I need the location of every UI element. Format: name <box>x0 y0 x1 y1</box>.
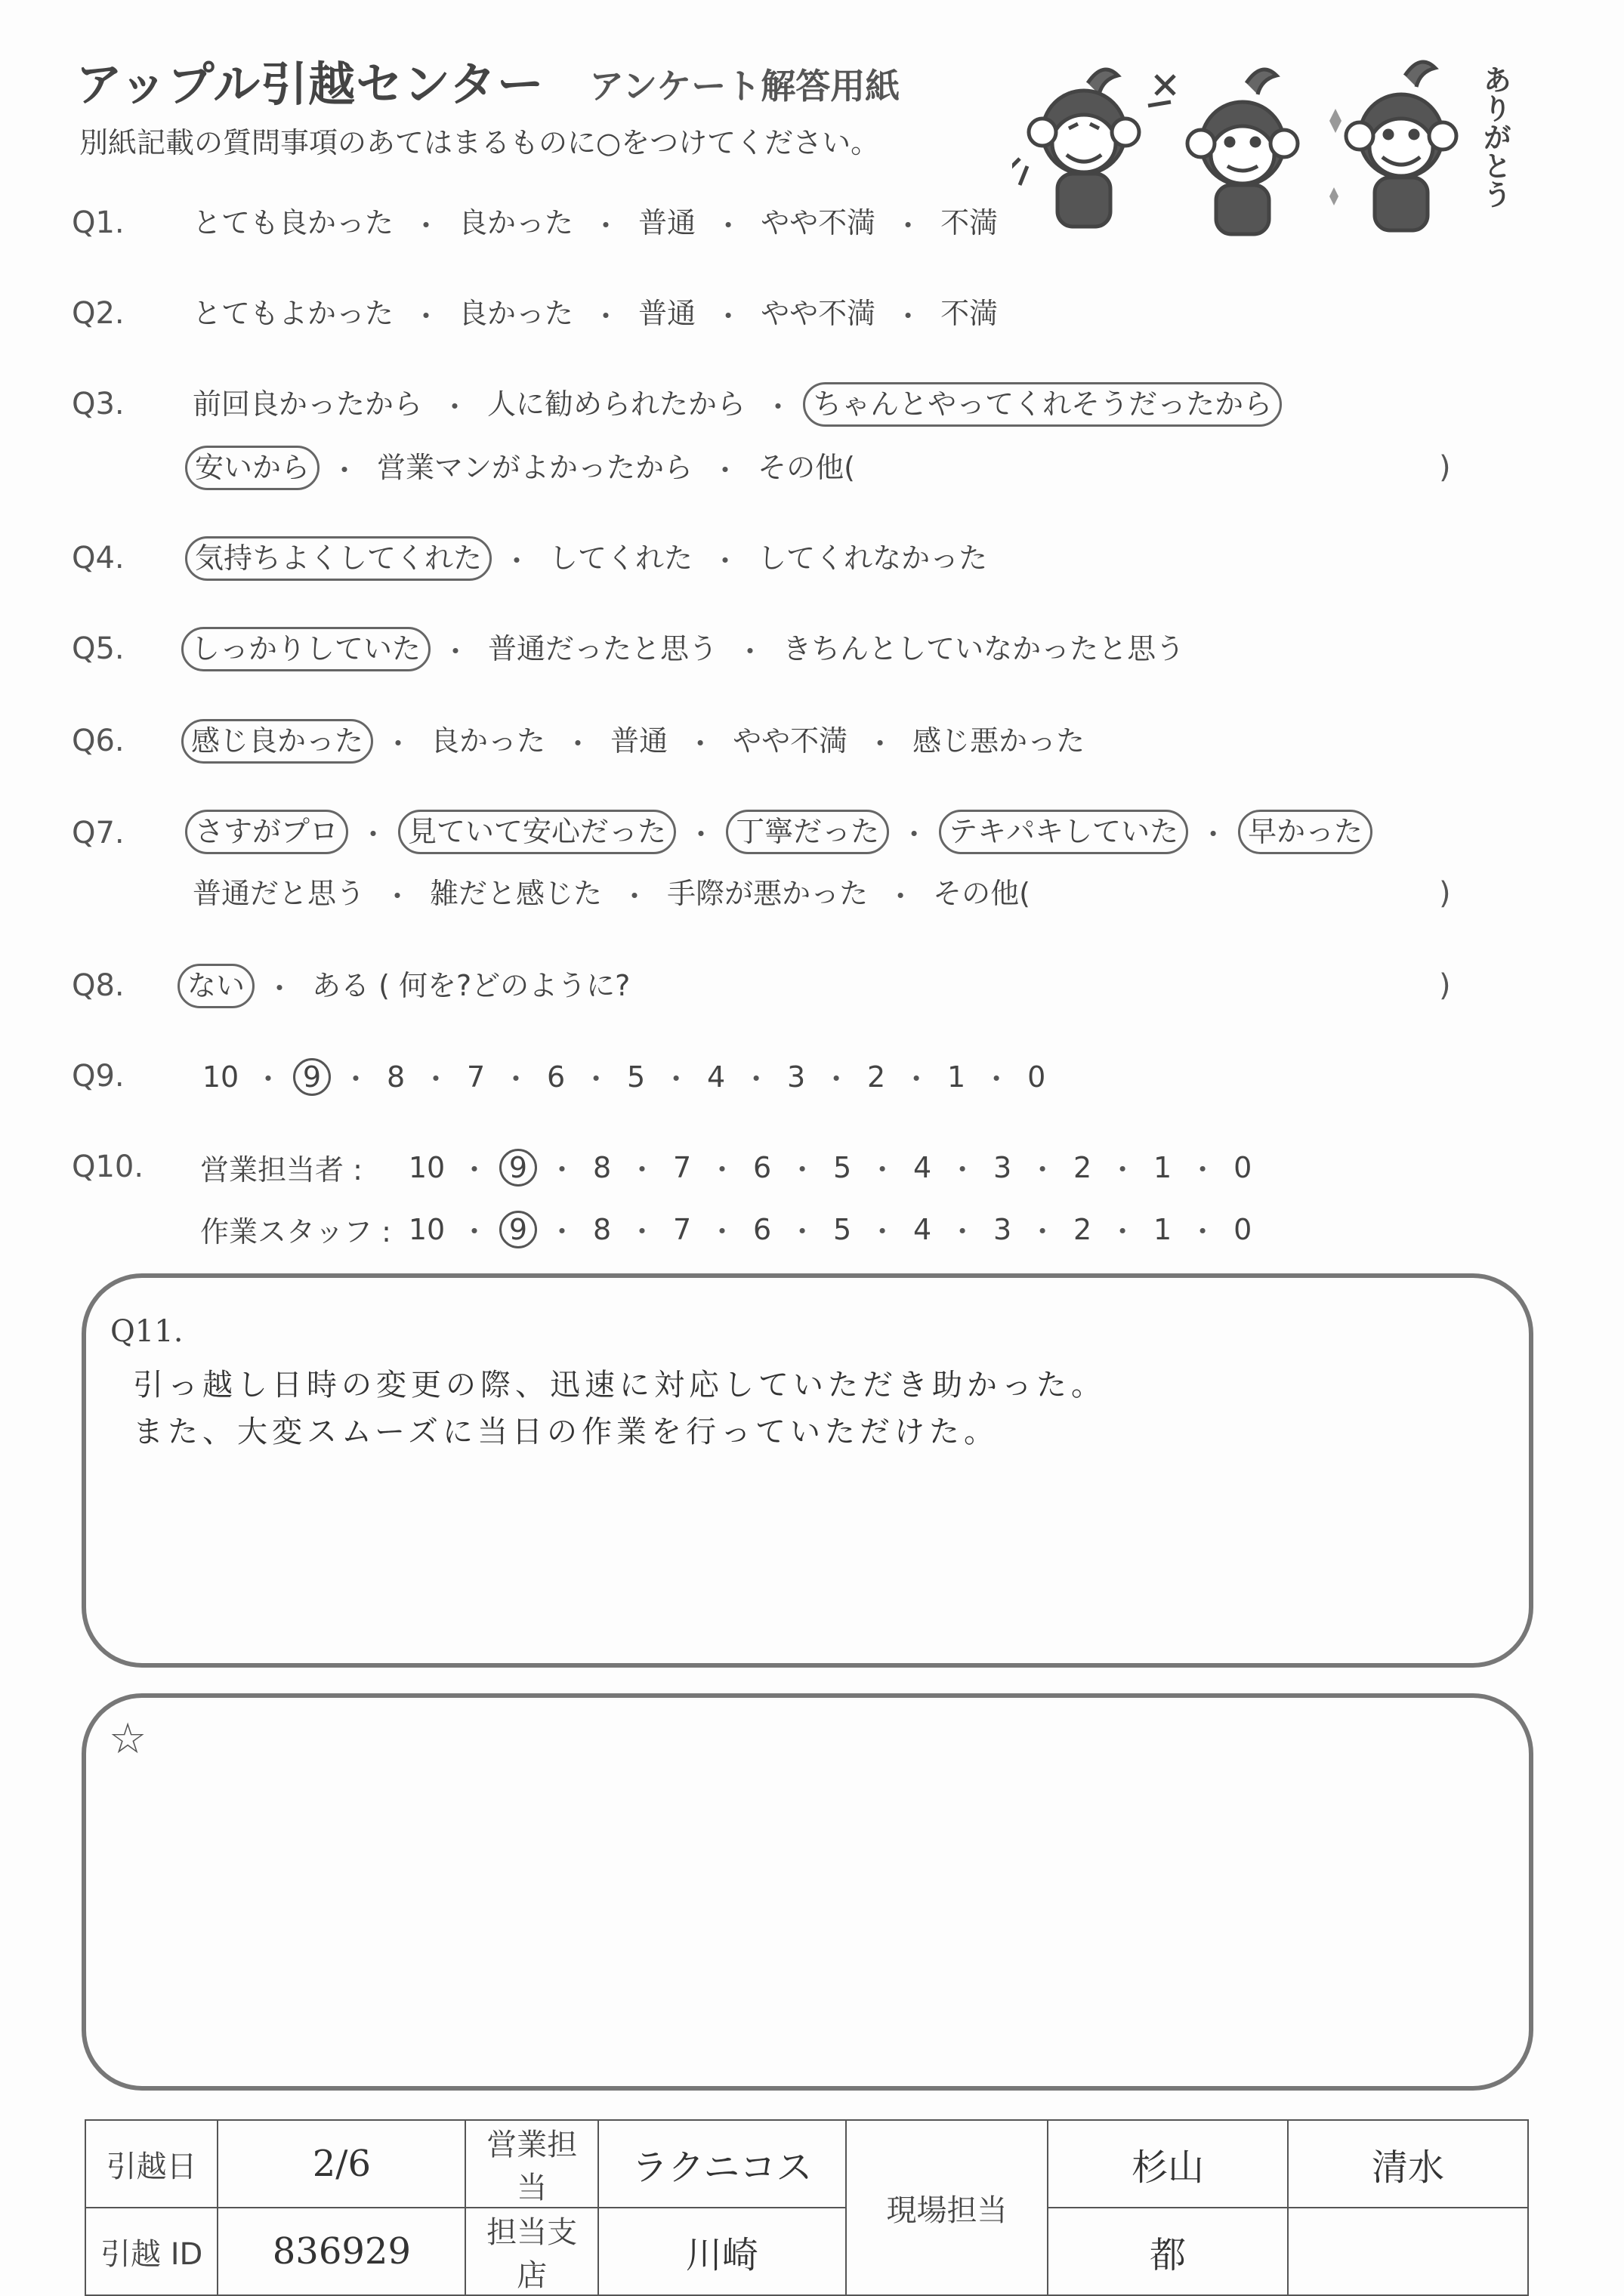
q10-score[interactable]: 2 <box>1073 1150 1092 1184</box>
q10-staff-scale: 作業スタッフ : 10 ・ 9 ・ 8 ・ 7 ・ 6 ・ 5 ・ 4 ・ 3 ・ 2 ・ 1 ・ 0 <box>200 1208 1258 1250</box>
q8-option-circled[interactable]: ない <box>178 964 255 1008</box>
q3-option[interactable]: 営業マンがよかったから <box>377 451 693 484</box>
q4-options: 気持ちよくしてくれた ・ してくれた ・ してくれなかった <box>185 536 995 581</box>
q7-option[interactable]: 手際が悪かった <box>667 876 869 910</box>
q2-option[interactable]: 普通 <box>638 296 696 330</box>
question-label-q5: Q5. <box>72 631 125 666</box>
q7-options-line1: さすがプロ ・ 見ていて安心だった ・ 丁寧だった ・ テキパキしていた ・ 早かった <box>185 810 1372 854</box>
q7-option-circled[interactable]: 丁寧だった <box>726 810 889 854</box>
question-label-q6: Q6. <box>72 724 125 758</box>
q5-option-circled[interactable]: しっかりしていた <box>181 627 431 671</box>
q10-row-label: 作業スタッフ : <box>200 1215 391 1248</box>
move-info-table <box>85 2119 1529 2296</box>
q3-option[interactable]: 人に勧められたから <box>487 387 746 421</box>
q1-option[interactable]: とても良かった <box>193 205 394 239</box>
q10-score[interactable]: 5 <box>832 1212 852 1246</box>
q9-score[interactable]: 8 <box>386 1060 406 1094</box>
q10-score-circled[interactable]: 9 <box>499 1149 537 1187</box>
q9-score[interactable]: 10 <box>202 1060 239 1094</box>
question-label-q4: Q4. <box>72 541 125 576</box>
q4-option-circled[interactable]: 気持ちよくしてくれた <box>185 536 492 581</box>
q9-score[interactable]: 2 <box>867 1060 886 1094</box>
q10-sales-scale: 営業担当者 : 10 ・ 9 ・ 8 ・ 7 ・ 6 ・ 5 ・ 4 ・ 3 ・ 2 ・ 1 ・ 0 <box>200 1146 1258 1188</box>
q1-options: とても良かった ・ 良かった ・ 普通 ・ やや不満 ・ 不満 <box>185 202 1005 244</box>
q5-options: しっかりしていた ・ 普通だったと思う ・ きちんとしていなかったと思う <box>181 627 1192 671</box>
branch-label: 担当支店 <box>465 2208 597 2295</box>
q8-options: ない ・ ある ( 何を?どのように? <box>178 964 638 1008</box>
q2-option[interactable]: やや不満 <box>761 296 876 330</box>
q7-close-paren: ) <box>1439 876 1451 911</box>
question-label-q10: Q10. <box>72 1150 144 1184</box>
q3-options-line1: 前回良かったから ・ 人に勧められたから ・ ちゃんとやってくれそうだったから <box>185 382 1282 427</box>
q9-score[interactable]: 4 <box>707 1060 726 1094</box>
form-subtitle: アンケート解答用紙 <box>589 66 900 106</box>
question-label-q8: Q8. <box>72 968 125 1003</box>
q10-score[interactable]: 2 <box>1073 1212 1092 1246</box>
q10-score[interactable]: 3 <box>993 1212 1012 1246</box>
q2-option[interactable]: 不満 <box>940 296 999 330</box>
q7-option-circled[interactable]: 見ていて安心だった <box>398 810 676 854</box>
q10-score[interactable]: 0 <box>1233 1150 1252 1184</box>
q10-row-label: 営業担当者 : <box>200 1153 363 1187</box>
q3-option-other[interactable]: その他( <box>758 451 855 484</box>
q2-options: とてもよかった ・ 良かった ・ 普通 ・ やや不満 ・ 不満 <box>185 293 1005 335</box>
q10-score[interactable]: 7 <box>672 1212 692 1246</box>
q10-score-circled[interactable]: 9 <box>499 1211 537 1248</box>
monkey-mascot-icon <box>1329 62 1456 230</box>
q1-option[interactable]: 良かった <box>458 205 574 239</box>
q10-score[interactable]: 8 <box>592 1212 612 1246</box>
question-label-q1: Q1. <box>72 205 125 240</box>
question-label-q7: Q7. <box>72 816 125 850</box>
q9-score-circled[interactable]: 9 <box>293 1058 331 1096</box>
q1-option[interactable]: 不満 <box>940 205 999 239</box>
q2-option[interactable]: 良かった <box>458 296 574 330</box>
q8-close-paren: ) <box>1439 968 1451 1003</box>
q11-comment-line1: 引っ越し日時の変更の際、迅速に対応していただき助かった。 <box>133 1368 1106 1403</box>
site-staff-1: 杉山 <box>1048 2120 1288 2208</box>
form-title: アップル引越センター <box>76 57 545 112</box>
q10-score[interactable]: 5 <box>832 1150 852 1184</box>
q10-score[interactable]: 10 <box>408 1150 446 1184</box>
q3-option-circled[interactable]: ちゃんとやってくれそうだったから <box>803 382 1282 427</box>
q2-option[interactable]: とてもよかった <box>193 296 394 330</box>
q11-comment-box[interactable] <box>82 1273 1533 1668</box>
site-staff-2: 清水 <box>1288 2120 1528 2208</box>
site-staff-label: 現場担当 <box>846 2120 1048 2295</box>
q7-option[interactable]: 雑だと感じた <box>430 876 603 910</box>
q1-option[interactable]: 普通 <box>638 205 696 239</box>
sales-rep-value: ラクニコス <box>598 2120 846 2208</box>
star-icon: ☆ <box>109 1714 147 1764</box>
q10-score[interactable]: 4 <box>913 1150 932 1184</box>
move-date-value: 2/6 <box>218 2120 465 2208</box>
question-label-q2: Q2. <box>72 296 125 331</box>
q11-label: Q11. <box>110 1314 184 1349</box>
q10-score[interactable]: 8 <box>592 1150 612 1184</box>
q6-option-circled[interactable]: 感じ良かった <box>181 719 373 764</box>
q3-option[interactable]: 前回良かったから <box>193 387 423 421</box>
q3-options-line2: 安いから ・ 営業マンがよかったから ・ その他( <box>185 446 863 490</box>
q10-score[interactable]: 4 <box>913 1212 932 1246</box>
monkey-mascot-icon <box>1012 69 1139 227</box>
instruction-text: 別紙記載の質問事項のあてはまるものに○をつけてください。 <box>79 126 880 159</box>
site-staff-3: 都 <box>1048 2208 1288 2295</box>
q9-score[interactable]: 1 <box>947 1060 966 1094</box>
monkey-mascots-illustration <box>1012 53 1526 249</box>
q10-score[interactable]: 6 <box>752 1212 772 1246</box>
q11-comment-line2: また、大変スムーズに当日の作業を行っていただけた。 <box>133 1415 999 1449</box>
q9-score[interactable]: 7 <box>466 1060 486 1094</box>
q7-option-circled[interactable]: 早かった <box>1238 810 1372 854</box>
q5-option[interactable]: 普通だったと思う <box>488 632 718 665</box>
move-id-value: 836929 <box>218 2208 465 2295</box>
q3-option-circled[interactable]: 安いから <box>185 446 320 490</box>
move-id-label: 引越 ID <box>85 2208 218 2295</box>
q10-score[interactable]: 10 <box>408 1212 446 1246</box>
move-date-label: 引越日 <box>85 2120 218 2208</box>
q10-score[interactable]: 3 <box>993 1150 1012 1184</box>
q10-score[interactable]: 0 <box>1233 1212 1252 1246</box>
monkey-mascot-icon <box>1148 69 1298 234</box>
mascot-arigatou-text: ありがとう <box>1478 65 1511 208</box>
q9-score[interactable]: 5 <box>626 1060 646 1094</box>
q5-option[interactable]: きちんとしていなかったと思う <box>783 632 1185 665</box>
q10-score[interactable]: 7 <box>672 1150 692 1184</box>
q7-option-circled[interactable]: テキパキしていた <box>939 810 1188 854</box>
question-label-q9: Q9. <box>72 1059 125 1094</box>
q4-option[interactable]: してくれた <box>549 542 693 575</box>
sales-rep-label: 営業担当 <box>465 2120 597 2208</box>
site-staff-empty <box>1288 2208 1528 2295</box>
question-label-q3: Q3. <box>72 387 125 421</box>
q9-scale: 10 ・ 9 ・ 8 ・ 7 ・ 6 ・ 5 ・ 4 ・ 3 ・ 2 ・ 1 ・ 0 <box>198 1056 1051 1097</box>
q6-option[interactable]: 良かった <box>431 724 546 758</box>
q9-score[interactable]: 6 <box>546 1060 566 1094</box>
q7-options-line2: 普通だと思う ・ 雑だと感じた ・ 手際が悪かった ・ その他( <box>185 873 1038 915</box>
q8-option[interactable]: ある ( 何を?どのように? <box>312 969 631 1002</box>
q6-option[interactable]: 感じ悪かった <box>912 724 1085 758</box>
q3-close-paren: ) <box>1439 450 1451 485</box>
q7-option[interactable]: 普通だと思う <box>193 876 366 910</box>
q4-option[interactable]: してくれなかった <box>758 542 988 575</box>
q10-score[interactable]: 6 <box>752 1150 772 1184</box>
q9-score[interactable]: 0 <box>1027 1060 1046 1094</box>
q7-option-other[interactable]: その他( <box>933 876 1030 910</box>
q9-score[interactable]: 3 <box>787 1060 806 1094</box>
q1-option[interactable]: やや不満 <box>761 205 876 239</box>
star-comment-box[interactable] <box>82 1693 1533 2091</box>
branch-value: 川崎 <box>598 2208 846 2295</box>
q7-option-circled[interactable]: さすがプロ <box>185 810 348 854</box>
q6-option[interactable]: 普通 <box>610 724 668 758</box>
q10-score[interactable]: 1 <box>1153 1212 1172 1246</box>
q6-option[interactable]: やや不満 <box>733 724 848 758</box>
q6-options: 感じ良かった ・ 良かった ・ 普通 ・ やや不満 ・ 感じ悪かった <box>181 719 1092 764</box>
q10-score[interactable]: 1 <box>1153 1150 1172 1184</box>
